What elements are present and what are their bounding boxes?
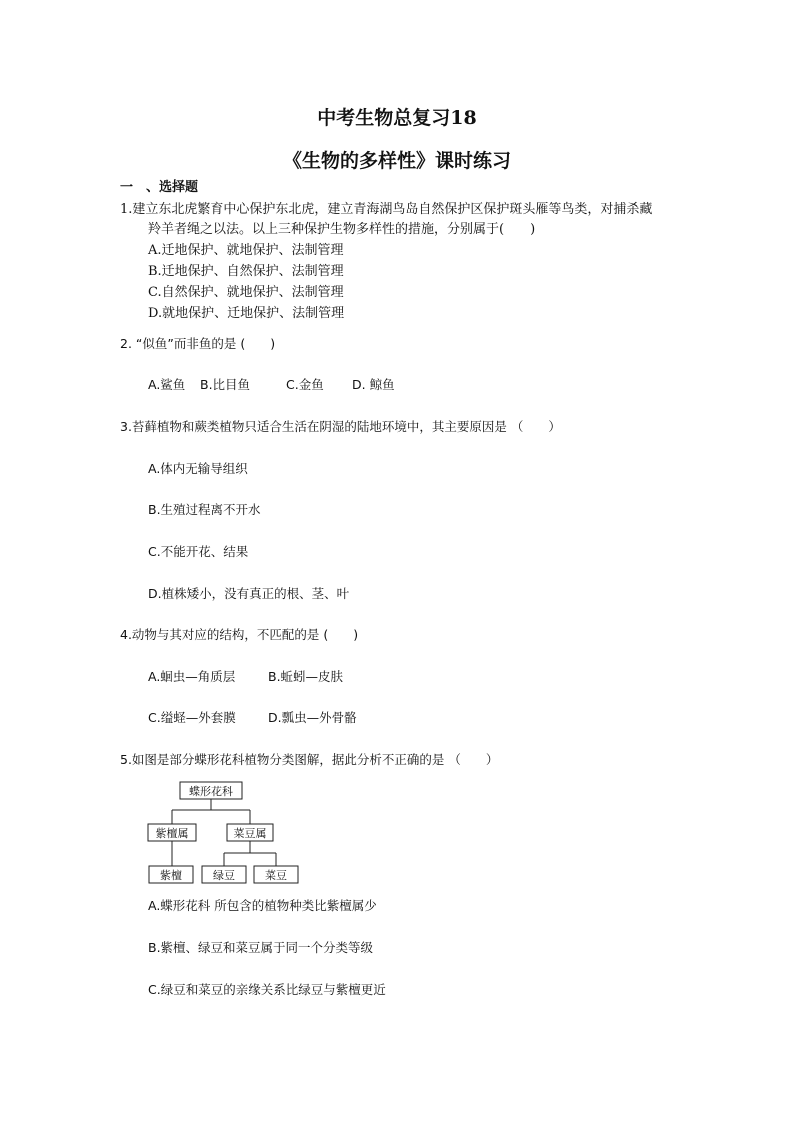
node-species1: 紫檀 bbox=[160, 869, 182, 882]
q1-option-c: C.自然保护、就地保护、法制管理 bbox=[148, 285, 344, 300]
q2-option-d: D. 鲸鱼 bbox=[352, 377, 395, 392]
q1-option-d: D.就地保护、迁地保护、法制管理 bbox=[148, 306, 345, 321]
q5-option-b: B.紫檀、绿豆和菜豆属于同一个分类等级 bbox=[148, 940, 374, 955]
node-root: 蝶形花科 bbox=[189, 785, 233, 798]
q2-options bbox=[148, 377, 395, 393]
q3-option-c: C.不能开花、结果 bbox=[148, 544, 249, 559]
section-heading: 一 、选择题 bbox=[120, 180, 199, 195]
page-title: 中考生物总复习18 bbox=[317, 107, 477, 129]
q3-option-a: A.体内无输导组织 bbox=[148, 461, 248, 476]
q4-option-a: A.蛔虫—角质层 bbox=[148, 669, 236, 684]
q3-option-d: D.植株矮小，没有真正的根、茎、叶 bbox=[148, 586, 350, 601]
q1-option-a: A.迁地保护、就地保护、法制管理 bbox=[148, 243, 344, 258]
node-species3: 菜豆 bbox=[265, 869, 287, 882]
q4-options-row2 bbox=[148, 710, 357, 726]
page-subtitle: 《生物的多样性》课时练习 bbox=[282, 150, 511, 172]
q3-option-b: B.生殖过程离不开水 bbox=[148, 502, 261, 517]
q4-options-row1 bbox=[148, 669, 343, 685]
q4-stem: 4.动物与其对应的结构，不匹配的是 ( ) bbox=[120, 627, 359, 642]
q5-stem: 5.如图是部分蝶形花科植物分类图解，据此分析不正确的是 （ ） bbox=[120, 752, 499, 767]
classification-diagram bbox=[140, 776, 310, 888]
q2-option-a: A.鲨鱼 bbox=[148, 377, 186, 392]
q1-stem-line1: 1.建立东北虎繁育中心保护东北虎，建立青海湖鸟岛自然保护区保护斑头雁等鸟类，对捕杀藏 bbox=[120, 202, 653, 217]
q4-option-c: C.缢蛏—外套膜 bbox=[148, 710, 236, 725]
q2-stem: 2. “似鱼”而非鱼的是 ( ) bbox=[120, 336, 276, 351]
q5-option-a: A.蝶形花科 所包含的植物种类比紫檀属少 bbox=[148, 898, 377, 913]
q5-option-c: C.绿豆和菜豆的亲缘关系比绿豆与紫檀更近 bbox=[148, 982, 386, 997]
q2-option-c: C.金鱼 bbox=[286, 377, 324, 392]
q1-stem-line2: 羚羊者绳之以法。以上三种保护生物多样性的措施，分别属于( ) bbox=[148, 222, 536, 237]
q3-stem: 3.苔藓植物和蕨类植物只适合生活在阴湿的陆地环境中，其主要原因是 （ ） bbox=[120, 419, 561, 434]
q4-option-b: B.蚯蚓—皮肤 bbox=[268, 669, 344, 684]
q2-option-b: B.比目鱼 bbox=[200, 377, 251, 392]
node-genus2: 菜豆属 bbox=[233, 827, 267, 840]
q1-option-b: B.迁地保护、自然保护、法制管理 bbox=[148, 264, 344, 279]
q4-option-d: D.瓢虫—外骨骼 bbox=[268, 710, 357, 725]
node-species2: 绿豆 bbox=[213, 869, 235, 882]
node-genus1: 紫檀属 bbox=[155, 827, 189, 840]
